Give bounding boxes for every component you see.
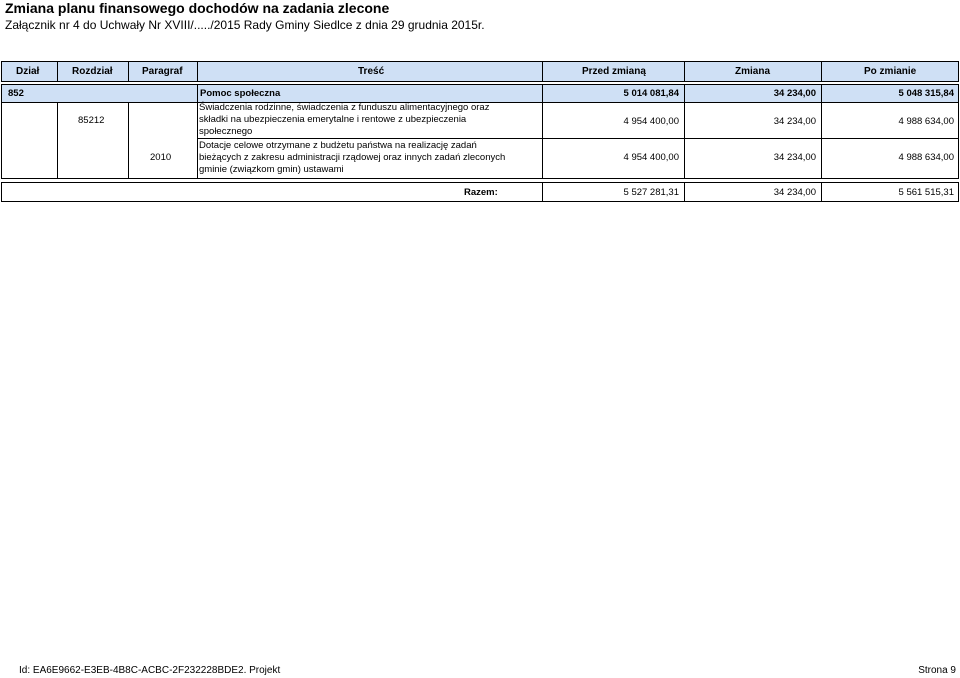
divider (197, 85, 198, 178)
rozdzial-name-line1: Świadczenia rodzinne, świadczenia z funduszu alimentacyjnego oraz (199, 102, 490, 113)
rozdzial-code: 85212 (78, 115, 105, 126)
paragraf-zmiana: 34 234,00 (773, 152, 816, 163)
divider (821, 183, 822, 201)
rozdzial-zmiana: 34 234,00 (773, 116, 816, 127)
paragraf-name-line2: bieżących z zakresu administracji rządowej oraz innych zadań zleconych (199, 152, 506, 163)
rozdzial-name-line2: składki na ubezpieczenia emerytalne i rentowe z ubezpieczenia (199, 114, 467, 125)
dzial-po: 5 048 315,84 (898, 88, 954, 99)
divider (821, 62, 822, 81)
divider (821, 85, 822, 178)
divider (684, 183, 685, 201)
divider (542, 85, 543, 178)
divider (128, 62, 129, 81)
col-po-header: Po zmianie (864, 66, 917, 77)
col-dzial-header: Dział (16, 66, 40, 77)
paragraf-code: 2010 (150, 152, 172, 163)
totals-po: 5 561 515,31 (898, 187, 954, 198)
paragraf-name-line1: Dotacje celowe otrzymane z budżetu państwa na realizację zadań (199, 140, 477, 151)
paragraf-przed: 4 954 400,00 (623, 152, 679, 163)
divider (542, 183, 543, 201)
divider (128, 102, 129, 178)
rozdzial-przed: 4 954 400,00 (623, 116, 679, 127)
divider (57, 102, 58, 178)
dzial-name: Pomoc społeczna (200, 88, 281, 99)
page-number: Strona 9 (918, 665, 956, 676)
table-header (1, 61, 959, 82)
col-przed-header: Przed zmianą (582, 66, 646, 77)
document-subtitle: Załącznik nr 4 do Uchwały Nr XVIII/...../2015 Rady Gminy Siedlce z dnia 29 grudnia 2015r. (5, 18, 485, 32)
rozdzial-po: 4 988 634,00 (898, 116, 954, 127)
totals-przed: 5 527 281,31 (623, 187, 679, 198)
divider (542, 62, 543, 81)
rozdzial-name-line3: społecznego (199, 126, 253, 137)
col-paragraf-header: Paragraf (142, 66, 183, 77)
paragraf-po: 4 988 634,00 (898, 152, 954, 163)
divider (684, 85, 685, 178)
table-body (1, 84, 959, 179)
paragraf-name-line3: gminie (związkom gmin) ustawami (199, 164, 344, 175)
totals-zmiana: 34 234,00 (773, 187, 816, 198)
divider (684, 62, 685, 81)
totals-row (1, 182, 959, 202)
totals-label: Razem: (464, 187, 498, 198)
divider (57, 62, 58, 81)
col-rozdzial-header: Rozdział (72, 66, 113, 77)
row-separator (197, 138, 958, 139)
divider (197, 62, 198, 81)
dzial-przed: 5 014 081,84 (623, 88, 679, 99)
dzial-zmiana: 34 234,00 (773, 88, 816, 99)
document-id: Id: EA6E9662-E3EB-4B8C-ACBC-2F232228BDE2. Projekt (19, 665, 281, 676)
col-zmiana-header: Zmiana (735, 66, 771, 77)
col-tresc-header: Treść (358, 66, 385, 77)
dzial-code: 852 (8, 88, 24, 99)
document-title: Zmiana planu finansowego dochodów na zadania zlecone (5, 0, 390, 16)
